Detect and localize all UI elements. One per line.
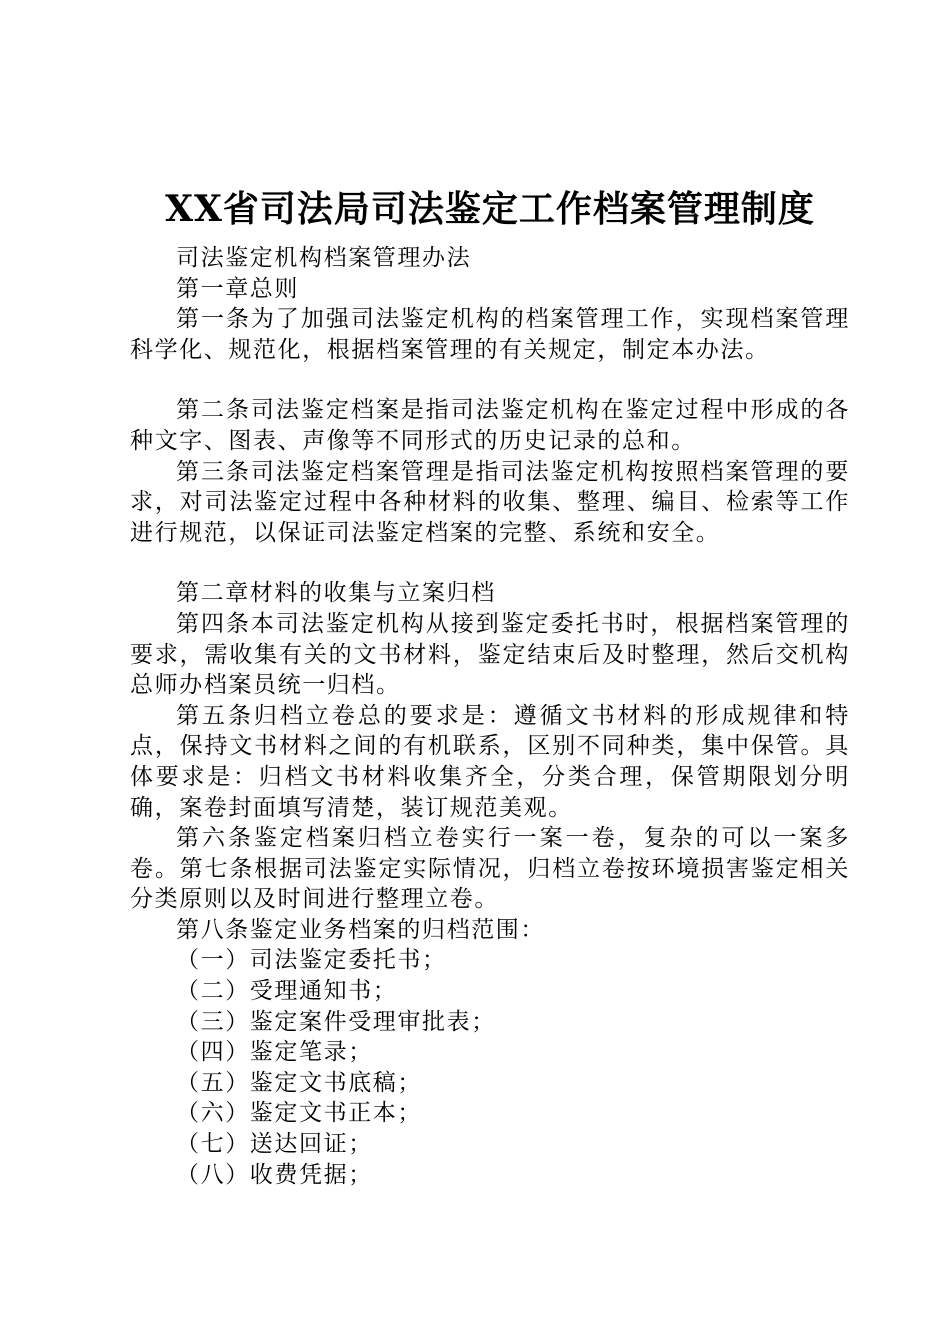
list-item: （七）送达回证； (176, 1131, 373, 1158)
paragraph-article-8: 第八条鉴定业务档案的归档范围： (176, 916, 545, 943)
list-item: （六）鉴定文书正本； (176, 1100, 422, 1127)
document-title: XX省司法局司法鉴定工作档案管理制度 (165, 188, 815, 230)
paragraph-chapter-1: 第一章总则 (176, 275, 299, 302)
list-item: （二）受理通知书； (176, 978, 398, 1005)
paragraph-article-4: 第四条本司法鉴定机构从接到鉴定委托书时，根据档案管理的要求，需收集有关的文书材料，鉴定结束后及时整理，然后交机构总师办档案员统一归档。 (130, 610, 850, 699)
paragraph-gap (130, 548, 850, 578)
paragraph-article-3: 第三条司法鉴定档案管理是指司法鉴定机构按照档案管理的要求，对司法鉴定过程中各种材料的收集、整理、编目、检索等工作进行规范，以保证司法鉴定档案的完整、系统和安全。 (130, 458, 850, 546)
paragraph-article-2: 第二条司法鉴定档案是指司法鉴定机构在鉴定过程中形成的各种文字、图表、声像等不同形式的历史记录的总和。 (130, 397, 850, 454)
paragraph-subtitle: 司法鉴定机构档案管理办法 (176, 245, 472, 271)
list-item: （一）司法鉴定委托书； (176, 947, 447, 974)
paragraph-article-1: 第一条为了加强司法鉴定机构的档案管理工作，实现档案管理科学化、规范化，根据档案管理的有关规定，制定本办法。 (130, 306, 850, 363)
paragraph-article-6-7: 第六条鉴定档案归档立卷实行一案一卷，复杂的可以一案多卷。第七条根据司法鉴定实际情况，归档立卷按环境损害鉴定相关分类原则以及时间进行整理立卷。 (130, 825, 850, 913)
list-item: （四）鉴定笔录； (176, 1039, 373, 1066)
list-item: （三）鉴定案件受理审批表； (176, 1008, 496, 1035)
paragraph-article-5: 第五条归档立卷总的要求是：遵循文书材料的形成规律和特点，保持文书材料之间的有机联系，区别不同种类，集中保管。具体要求是：归档文书材料收集齐全，分类合理，保管期限划分明确，案卷封面填写清楚，装订规范美观。 (130, 702, 850, 821)
paragraph-chapter-2: 第二章材料的收集与立案归档 (176, 580, 496, 607)
paragraph-gap (130, 365, 850, 395)
list-item: （八）收费凭据； (176, 1161, 373, 1188)
list-item: （五）鉴定文书底稿； (176, 1069, 422, 1096)
document-page (130, 183, 850, 1190)
